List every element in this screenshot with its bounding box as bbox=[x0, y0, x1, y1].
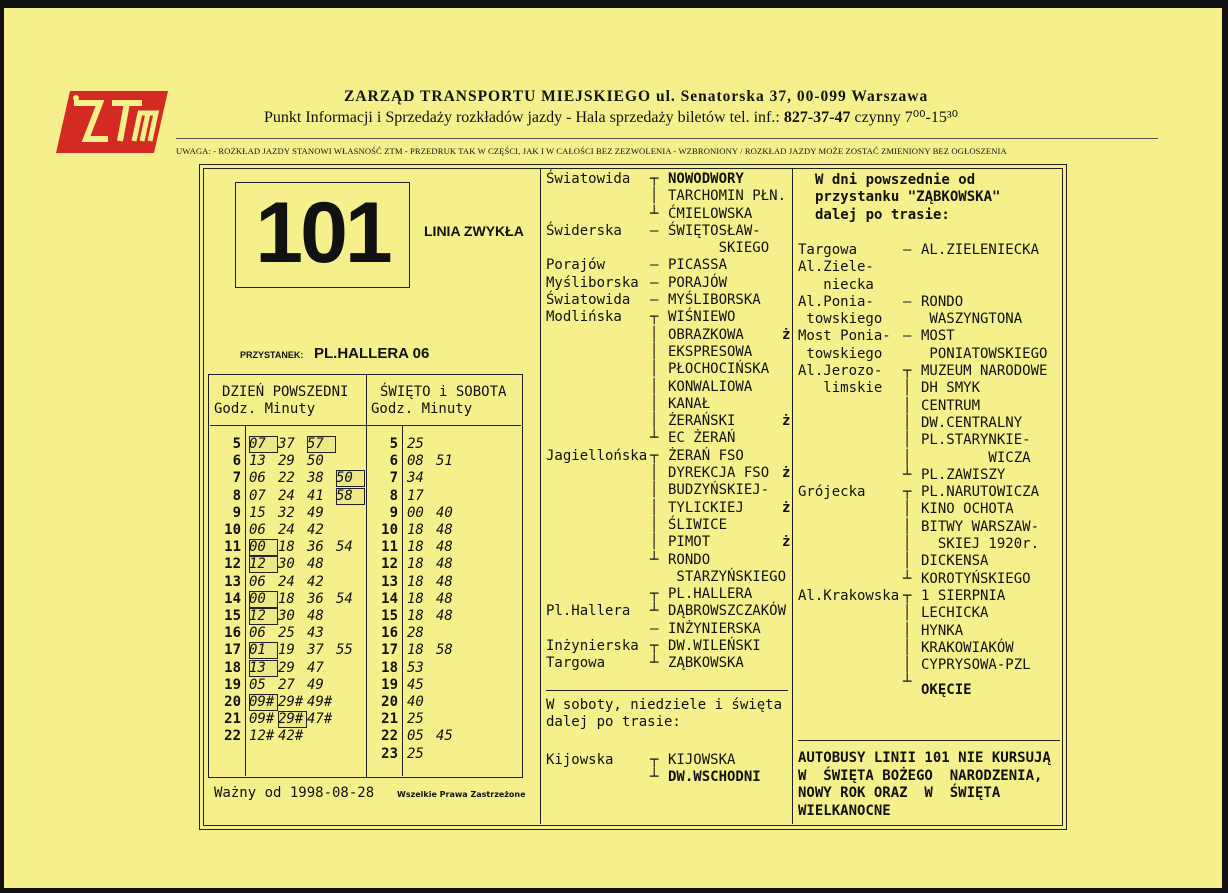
kijowska-stop: KIJOWSKA bbox=[668, 752, 736, 768]
holiday-minutes bbox=[407, 539, 465, 556]
kijowska-connector: ┬ ┴ bbox=[650, 752, 659, 786]
holiday-hour: 6 bbox=[389, 453, 398, 470]
holiday-minutes bbox=[407, 556, 465, 573]
holiday-hour: 22 bbox=[381, 728, 398, 745]
departure-minute: 41 bbox=[307, 487, 324, 504]
holiday-hour: 7 bbox=[389, 470, 398, 487]
departure-minute: 24 bbox=[278, 573, 295, 590]
departure-minute: 25 bbox=[407, 711, 424, 728]
departure-minute: 13 bbox=[249, 660, 278, 677]
departure-minute: 32 bbox=[278, 504, 295, 521]
route-stops-mid-list: TARCHOMIN PŁN. ĆMIELOWSKA ŚWIĘTOSŁAW- SKIEGO PICASSA PORAJÓW MYŚLIBORSKA WIŚNIEWO OBRAZKOWA EKSPRESOWA PŁOCHOCIŃSKA KONWALIOWA KANAŁ ŻERAŃSKI EC ŻERAŃ ŻERAŃ FSO DYREKCJA FSO BUDZYŃSKIEJ- TYLICKIEJ ŚLIWICE PIMOT RONDO STARZYŃSKIEGO PL.HALLERA DĄBROWSZCZAKÓW INŻYNIERSKA DW.WILEŃSKI ZĄBKOWSKA bbox=[668, 188, 787, 672]
departure-minute: 30 bbox=[278, 556, 295, 573]
weekday-hour: 12 bbox=[224, 556, 241, 573]
departure-minute: 36 bbox=[307, 539, 324, 556]
departure-minute: 58 bbox=[336, 488, 365, 505]
holiday-hour: 12 bbox=[381, 556, 398, 573]
departure-minute: 29# bbox=[278, 711, 307, 728]
column-divider-2 bbox=[792, 168, 793, 824]
departure-minute: 17 bbox=[407, 487, 424, 504]
departure-minute: 45 bbox=[407, 676, 424, 693]
weekday-minutes bbox=[249, 642, 365, 659]
stop-first-mid: NOWODWORY bbox=[668, 171, 744, 187]
weekday-minutes bbox=[249, 488, 365, 505]
departure-minute: 29# bbox=[278, 694, 304, 710]
departure-minute: 49 bbox=[307, 504, 324, 521]
weekday-hour: 21 bbox=[224, 711, 241, 728]
holiday-minutes bbox=[407, 660, 436, 677]
departure-minute: 51 bbox=[436, 453, 453, 470]
route-connectors-right: – – – ┬ │ │ │ │ │ ┴ ┬ │ │ │ │ ┴ ┬ │ │ │ │ ┴ bbox=[903, 242, 912, 691]
route-request-marks: ż ż ż ż ż bbox=[782, 326, 791, 551]
weekday-minutes bbox=[249, 574, 336, 591]
departure-minute: 48 bbox=[436, 556, 453, 573]
holiday-hour: 20 bbox=[381, 694, 398, 710]
departure-minute: 00 bbox=[249, 539, 278, 556]
line-type: LINIA ZWYKŁA bbox=[424, 223, 524, 239]
departure-minute: 06 bbox=[249, 470, 266, 487]
route-connectors-mid: ┬ │ ┴ – – – – ┬ │ │ │ │ │ │ ┴ ┬ │ │ │ │ │ ┴ ┬ ┴ – ┬ ┴ bbox=[650, 171, 659, 672]
stop-name: PL.HALLERA 06 bbox=[314, 345, 430, 362]
weekday-minutes bbox=[249, 625, 336, 642]
weekday-hour: 19 bbox=[224, 676, 241, 693]
departure-minute: 12# bbox=[249, 728, 275, 745]
holiday-minutes bbox=[407, 505, 465, 522]
departure-minute: 08 bbox=[407, 453, 424, 470]
departure-minute: 48 bbox=[436, 573, 453, 590]
holiday-hour: 17 bbox=[381, 642, 398, 659]
holiday-hour: 23 bbox=[381, 745, 398, 762]
weekday-hour: 6 bbox=[232, 453, 241, 470]
departure-minute: 18 bbox=[407, 522, 424, 538]
holiday-hour: 8 bbox=[389, 487, 398, 504]
departure-minute: 19 bbox=[278, 642, 295, 659]
weekday-hour: 14 bbox=[224, 590, 241, 607]
departure-minute: 18 bbox=[278, 539, 295, 556]
ztm-logo-icon bbox=[56, 91, 168, 153]
route-last-stop: OKĘCIE bbox=[921, 682, 972, 698]
holiday-hour: 9 bbox=[389, 504, 398, 521]
holiday-hour: 18 bbox=[381, 659, 398, 676]
weekend-note: W soboty, niedziele i święta dalej po trasie: bbox=[546, 697, 783, 731]
weekday-hour-divider bbox=[245, 425, 246, 776]
rights-notice: Wszelkie Prawa Zastrzeżone bbox=[397, 790, 526, 799]
holiday-minutes bbox=[407, 711, 436, 728]
kijowska-street: Kijowska bbox=[546, 752, 614, 768]
holiday-minutes bbox=[407, 436, 436, 453]
info-line-text: Punkt Informacji i Sprzedaży rozkładów jazdy - Hala sprzedaży biletów tel. inf.: bbox=[264, 109, 780, 126]
info-line bbox=[264, 107, 958, 127]
departure-minute: 38 bbox=[307, 470, 324, 487]
route-right-intro: W dni powszednie od przystanku "ZĄBKOWSKA" dalej po trasie: bbox=[815, 172, 1001, 223]
departure-minute: 40 bbox=[436, 504, 453, 521]
holiday-minutes bbox=[407, 522, 465, 539]
route-streets-mid: Światowida Świderska Porajów Myśliborska Światowida Modlińska Jagiellońska Pl.Hallera Inżynierska Targowa bbox=[546, 171, 648, 672]
holiday-hour: 15 bbox=[381, 608, 398, 624]
departure-minute: 47# bbox=[307, 711, 333, 728]
holiday-minutes bbox=[407, 470, 436, 487]
holiday-minutes bbox=[407, 453, 465, 470]
weekday-hour: 17 bbox=[224, 642, 241, 659]
holiday-minutes bbox=[407, 488, 436, 505]
departure-minute: 09# bbox=[249, 694, 278, 711]
departure-minute: 01 bbox=[249, 642, 278, 659]
departure-minute: 48 bbox=[436, 590, 453, 607]
departure-minute: 43 bbox=[307, 625, 324, 642]
departure-minute: 12 bbox=[249, 556, 278, 573]
departure-minute: 42 bbox=[307, 573, 324, 590]
departure-minute: 07 bbox=[249, 487, 266, 504]
weekday-minutes bbox=[249, 539, 365, 556]
departure-minute: 54 bbox=[336, 590, 353, 607]
weekday-hour: 7 bbox=[232, 470, 241, 487]
departure-minute: 18 bbox=[407, 573, 424, 590]
stop-label: PRZYSTANEK: bbox=[240, 350, 304, 360]
weekday-subheader: Godz. Minuty bbox=[214, 401, 316, 417]
route-stops-right: AL.ZIELENIECKA RONDO WASZYNGTONA MOST PONIATOWSKIEGO MUZEUM NARODOWE DH SMYK CENTRUM DW.CENTRALNY PL.STARYNKIE- WICZA PL.ZAWISZY PL.NARUTOWICZA KINO OCHOTA BITWY WARSZAW- SKIEJ 1920r. DICKENSA KOROTYŃSKIEGO 1 SIERPNIA LECHICKA HYNKA KRAKOWIAKÓW CYPRYSOWA-PZL bbox=[921, 242, 1048, 674]
weekday-minutes bbox=[249, 660, 336, 677]
departure-minute: 48 bbox=[436, 539, 453, 556]
weekday-hour: 18 bbox=[224, 659, 241, 676]
header-divider bbox=[176, 138, 1158, 139]
holiday-minutes bbox=[407, 591, 465, 608]
departure-minute: 13 bbox=[249, 453, 266, 470]
departure-minute: 50 bbox=[336, 470, 365, 487]
holiday-minutes bbox=[407, 625, 436, 642]
departure-minute: 42# bbox=[278, 728, 304, 745]
holiday-hour: 16 bbox=[381, 625, 398, 642]
departure-minute: 58 bbox=[436, 642, 453, 659]
departure-minute: 48 bbox=[307, 556, 324, 573]
weekday-minutes bbox=[249, 608, 336, 625]
departure-minute: 37 bbox=[278, 436, 295, 452]
departure-minute: 28 bbox=[407, 625, 424, 642]
departure-minute: 34 bbox=[407, 470, 424, 487]
weekday-minutes bbox=[249, 677, 336, 694]
weekday-minutes bbox=[249, 694, 336, 711]
departure-minute: 24 bbox=[278, 522, 295, 538]
departure-minute: 09# bbox=[249, 711, 275, 728]
holiday-hour-divider bbox=[402, 425, 403, 776]
departure-minute: 15 bbox=[249, 504, 266, 521]
holiday-subheader: Godz. Minuty bbox=[371, 401, 473, 417]
departure-minute: 49 bbox=[307, 676, 324, 693]
valid-from: Ważny od 1998-08-28 bbox=[214, 785, 375, 801]
departure-minute: 18 bbox=[407, 642, 424, 659]
weekday-hour: 20 bbox=[224, 694, 241, 710]
departure-minute: 18 bbox=[407, 539, 424, 556]
org-header: ZARZĄD TRANSPORTU MIEJSKIEGO ul. Senatorska 37, 00-099 Warszawa bbox=[344, 88, 929, 105]
kijowska-last-stop: DW.WSCHODNI bbox=[668, 769, 761, 785]
departure-minute: 53 bbox=[407, 659, 424, 676]
weekday-minutes bbox=[249, 505, 336, 522]
copyright-warning: UWAGA: - ROZKŁAD JAZDY STANOWI WŁASNOŚĆ ZTM - PRZEDRUK TAK W CZĘŚCI, JAK I W CAŁOŚCI BEZ ZEZWOLENIA - WZBRONIONY / ROZKŁAD JAZDY MOŻE ZOSTAĆ ZMIENIONY BEZ OGŁOSZENIA bbox=[176, 146, 1007, 156]
weekend-divider bbox=[546, 690, 788, 691]
info-hours: czynny 7⁰⁰-15³⁰ bbox=[854, 109, 959, 126]
weekday-minutes bbox=[249, 522, 336, 539]
weekday-hour: 10 bbox=[224, 522, 241, 538]
weekday-minutes bbox=[249, 470, 365, 487]
route-stops-mid bbox=[668, 171, 786, 673]
departure-minute: 22 bbox=[278, 470, 295, 487]
departure-minute: 48 bbox=[307, 608, 324, 624]
holiday-minutes bbox=[407, 694, 436, 711]
weekday-hour: 11 bbox=[224, 539, 241, 556]
departure-minute: 18 bbox=[407, 556, 424, 573]
departure-minute: 18 bbox=[407, 590, 424, 607]
weekday-hour: 8 bbox=[232, 487, 241, 504]
route-streets-right: Targowa Al.Ziele- niecka Al.Ponia- towskiego Most Ponia- towskiego Al.Jerozo- limskie Grójecka Al.Krakowska bbox=[798, 242, 900, 604]
holiday-hour: 11 bbox=[381, 539, 398, 556]
departure-minute: 48 bbox=[436, 522, 453, 538]
departure-minute: 29 bbox=[278, 659, 295, 676]
weekday-header: DZIEŃ POWSZEDNI bbox=[222, 384, 349, 400]
info-phone: 827-37-47 bbox=[783, 109, 851, 126]
holiday-minutes bbox=[407, 574, 465, 591]
holiday-minutes bbox=[407, 728, 465, 745]
holiday-hour: 13 bbox=[381, 573, 398, 590]
departure-minute: 37 bbox=[307, 642, 324, 659]
weekday-hour: 9 bbox=[232, 504, 241, 521]
departure-minute: 00 bbox=[407, 504, 424, 521]
weekday-hour: 15 bbox=[224, 608, 241, 624]
departure-minute: 18 bbox=[278, 590, 295, 607]
departure-minute: 48 bbox=[436, 608, 453, 624]
notice-divider bbox=[798, 740, 1060, 741]
departure-minute: 25 bbox=[278, 625, 295, 642]
departure-minute: 42 bbox=[307, 522, 324, 538]
weekday-minutes bbox=[249, 591, 365, 608]
holiday-hour: 10 bbox=[381, 522, 398, 538]
holiday-hour: 5 bbox=[389, 436, 398, 452]
holiday-header: ŚWIĘTO i SOBOTA bbox=[380, 384, 507, 400]
line-number: 101 bbox=[255, 185, 390, 281]
holiday-minutes bbox=[407, 608, 465, 625]
weekday-minutes bbox=[249, 728, 307, 745]
weekday-minutes bbox=[249, 453, 336, 470]
departure-minute: 30 bbox=[278, 608, 295, 624]
holiday-hour: 19 bbox=[381, 676, 398, 693]
timetable-header-divider bbox=[210, 425, 521, 426]
departure-minute: 05 bbox=[249, 676, 266, 693]
holiday-notice: AUTOBUSY LINII 101 NIE KURSUJĄ W ŚWIĘTA BOŻEGO NARODZENIA, NOWY ROK ORAZ W ŚWIĘTA WIELKANOCNE bbox=[798, 750, 1051, 819]
departure-minute: 45 bbox=[436, 728, 453, 745]
weekday-hour: 16 bbox=[224, 625, 241, 642]
departure-minute: 00 bbox=[249, 591, 278, 608]
departure-minute: 57 bbox=[307, 436, 336, 453]
departure-minute: 06 bbox=[249, 625, 266, 642]
departure-minute: 50 bbox=[307, 453, 324, 470]
departure-minute: 06 bbox=[249, 522, 266, 538]
departure-minute: 25 bbox=[407, 436, 424, 452]
departure-minute: 05 bbox=[407, 728, 424, 745]
holiday-hour: 14 bbox=[381, 590, 398, 607]
departure-minute: 18 bbox=[407, 608, 424, 624]
departure-minute: 25 bbox=[407, 745, 424, 762]
holiday-minutes bbox=[407, 677, 436, 694]
weekday-hour: 13 bbox=[224, 573, 241, 590]
departure-minute: 49# bbox=[307, 694, 333, 710]
weekday-hour: 22 bbox=[224, 728, 241, 745]
departure-minute: 24 bbox=[278, 487, 295, 504]
weekday-minutes bbox=[249, 556, 336, 573]
departure-minute: 12 bbox=[249, 608, 278, 625]
holiday-hour: 21 bbox=[381, 711, 398, 728]
weekday-hour: 5 bbox=[232, 436, 241, 452]
departure-minute: 47 bbox=[307, 659, 324, 676]
weekday-minutes bbox=[249, 436, 336, 453]
departure-minute: 07 bbox=[249, 436, 278, 453]
holiday-minutes bbox=[407, 746, 436, 763]
departure-minute: 27 bbox=[278, 676, 295, 693]
departure-minute: 29 bbox=[278, 453, 295, 470]
departure-minute: 06 bbox=[249, 573, 266, 590]
departure-minute: 36 bbox=[307, 590, 324, 607]
departure-minute: 54 bbox=[336, 539, 353, 556]
departure-minute: 40 bbox=[407, 694, 424, 710]
departure-minute: 55 bbox=[336, 642, 353, 659]
holiday-minutes bbox=[407, 642, 465, 659]
weekday-minutes bbox=[249, 711, 336, 728]
column-divider-1 bbox=[540, 168, 541, 824]
